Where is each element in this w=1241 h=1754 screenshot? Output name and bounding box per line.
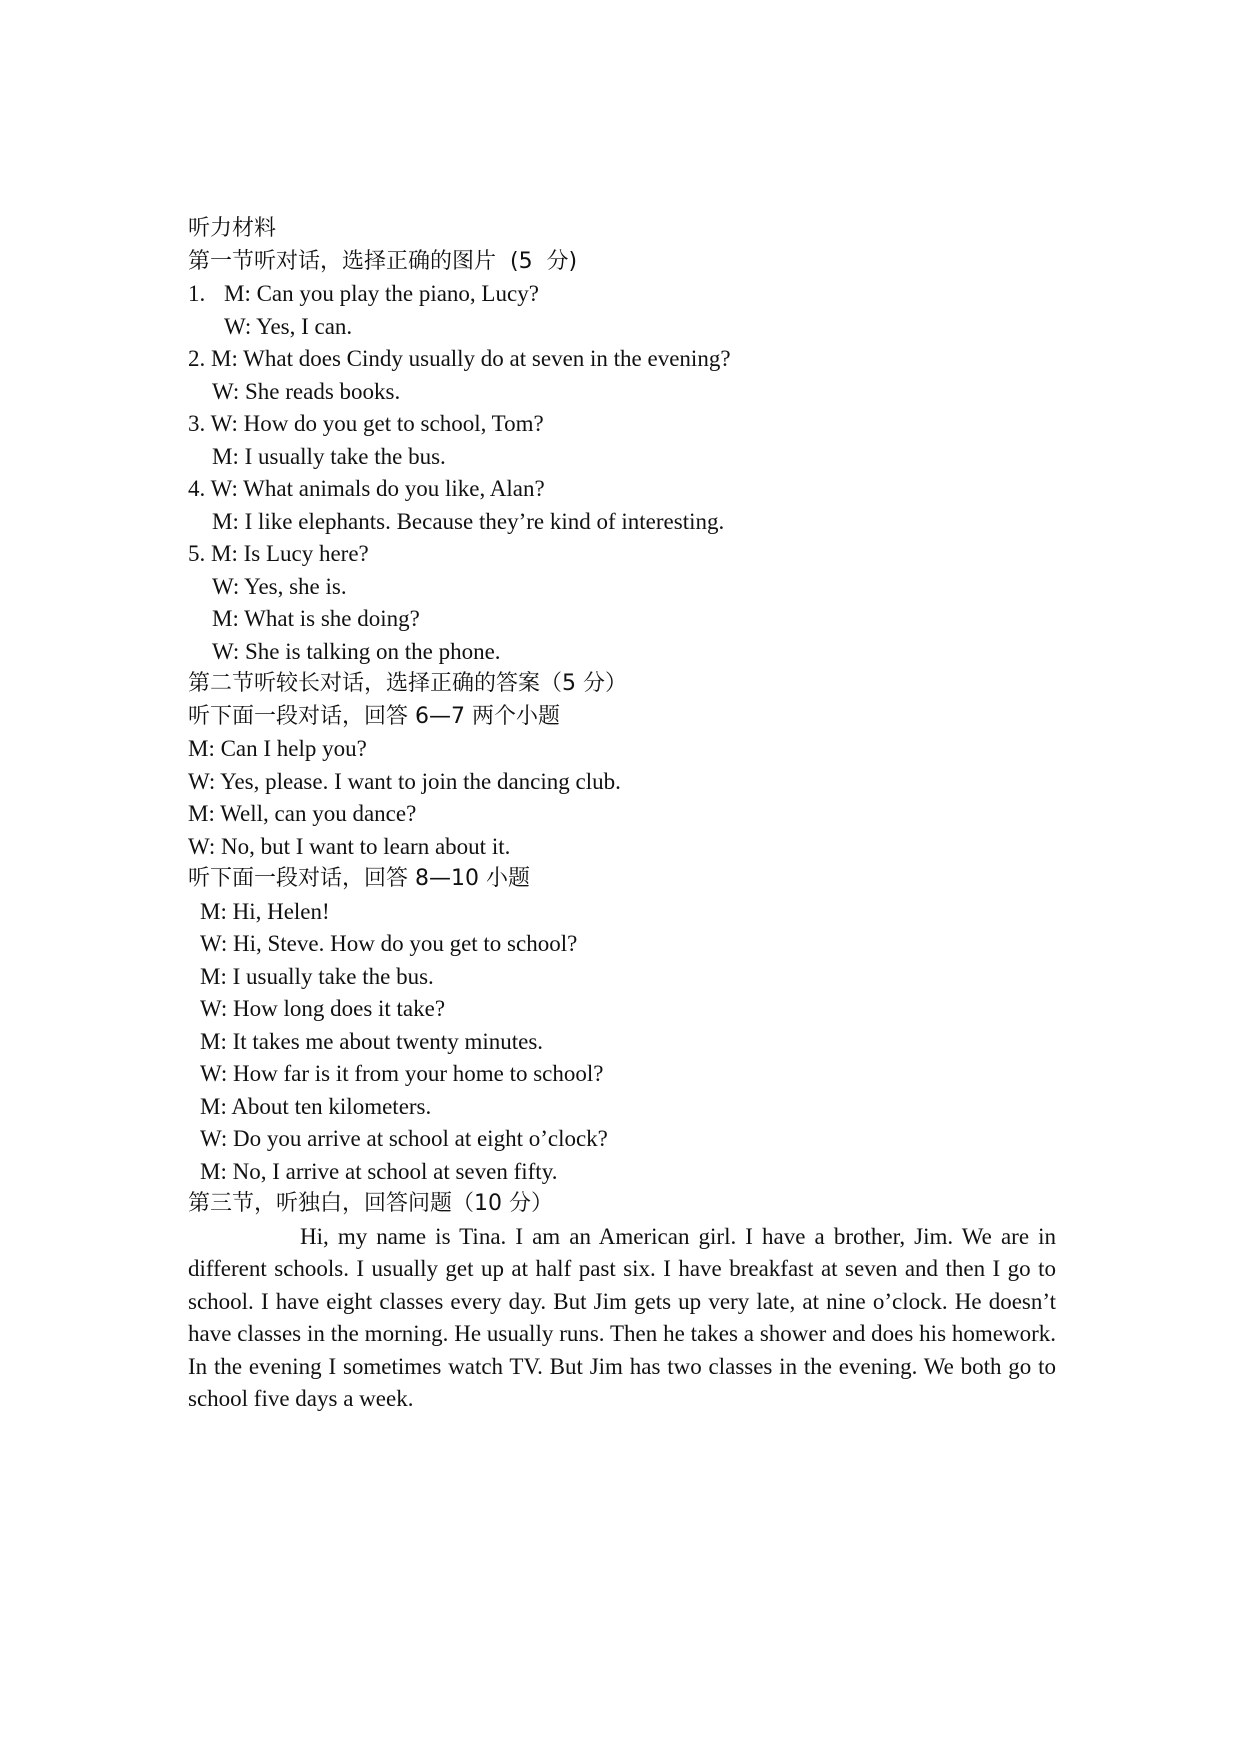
dialogue-text: W: What animals do you like, Alan? — [210, 476, 545, 501]
dialogue-line: W: How far is it from your home to school? — [200, 1061, 604, 1086]
dialogue-line: W: No, but I want to learn about it. — [188, 833, 511, 859]
dialogue-line — [188, 408, 1056, 441]
dialogue-text: W: How do you get to school, Tom? — [210, 411, 544, 436]
dialogue-line: M: No, I arrive at school at seven fifty. — [200, 1158, 558, 1184]
section3-heading: 第三节，听独白，回答问题（10 分） — [188, 1191, 553, 1216]
dialogue-line: M: I usually take the bus. — [200, 963, 434, 989]
dialogue-line: W: How long does it take? — [200, 996, 446, 1021]
dialogue-line: W: Yes, please. I want to join the dancing club. — [188, 768, 621, 794]
item-number: 2. — [188, 346, 206, 371]
document-page — [188, 213, 1056, 1416]
dialogue-prompt: 听下面一段对话，回答 8—10 小题 — [188, 866, 530, 891]
dialogue-line — [188, 538, 1056, 571]
dialogue-line — [188, 278, 1056, 311]
dialogue-line: M: I like elephants. Because they’re kind of interesting. — [212, 508, 725, 534]
dialogue-line: M: Can I help you? — [188, 736, 367, 761]
dialogue-line: M: It takes me about twenty minutes. — [200, 1028, 544, 1054]
dialogue-line: W: Do you arrive at school at eight o’clock? — [200, 1126, 608, 1151]
dialogue-text: M: Is Lucy here? — [211, 541, 369, 566]
dialogue-text: M: What does Cindy usually do at seven in the evening? — [211, 346, 731, 371]
dialogue-line: M: About ten kilometers. — [200, 1093, 432, 1119]
item-number: 3. — [188, 411, 206, 436]
dialogue-line: M: I usually take the bus. — [212, 443, 446, 469]
page-title: 听力材料 — [188, 216, 277, 241]
monologue-passage — [188, 1221, 1056, 1416]
dialogue-text: M: Can you play the piano, Lucy? — [224, 281, 539, 306]
dialogue-line: W: She reads books. — [212, 378, 401, 404]
section1-heading: 第一节听对话，选择正确的图片 (5 分) — [188, 248, 578, 274]
dialogue-line: W: Yes, she is. — [212, 573, 347, 599]
dialogue-line: W: Yes, I can. — [224, 313, 353, 339]
passage-text: Hi, my name is Tina. I am an American girl. I have a brother, Jim. We are in different schools. I usually get up at half past six. I have breakfast at seven and then I go to school. I have eight classes every day. But Jim gets up very late, at nine o’clock. He doesn’t have classes in the morning. He usually runs. Then he takes a shower and does his homework. In the evening I sometimes watch TV. But Jim has two classes in the evening. We both go to school five days a week. — [188, 1223, 1056, 1411]
dialogue-line: W: She is talking on the phone. — [212, 638, 501, 664]
item-number: 5. — [188, 541, 206, 566]
dialogue-line: M: What is she doing? — [212, 606, 420, 631]
dialogue-line: W: Hi, Steve. How do you get to school? — [200, 931, 578, 956]
item-number: 1. — [188, 281, 206, 306]
dialogue-line: M: Hi, Helen! — [200, 898, 330, 924]
section2-heading: 第二节听较长对话，选择正确的答案（5 分） — [188, 671, 627, 696]
dialogue-line: M: Well, can you dance? — [188, 801, 417, 826]
item-number: 4. — [188, 476, 206, 501]
dialogue-line — [188, 343, 1056, 376]
dialogue-line — [188, 473, 1056, 506]
dialogue-prompt: 听下面一段对话，回答 6—7 两个小题 — [188, 703, 560, 729]
